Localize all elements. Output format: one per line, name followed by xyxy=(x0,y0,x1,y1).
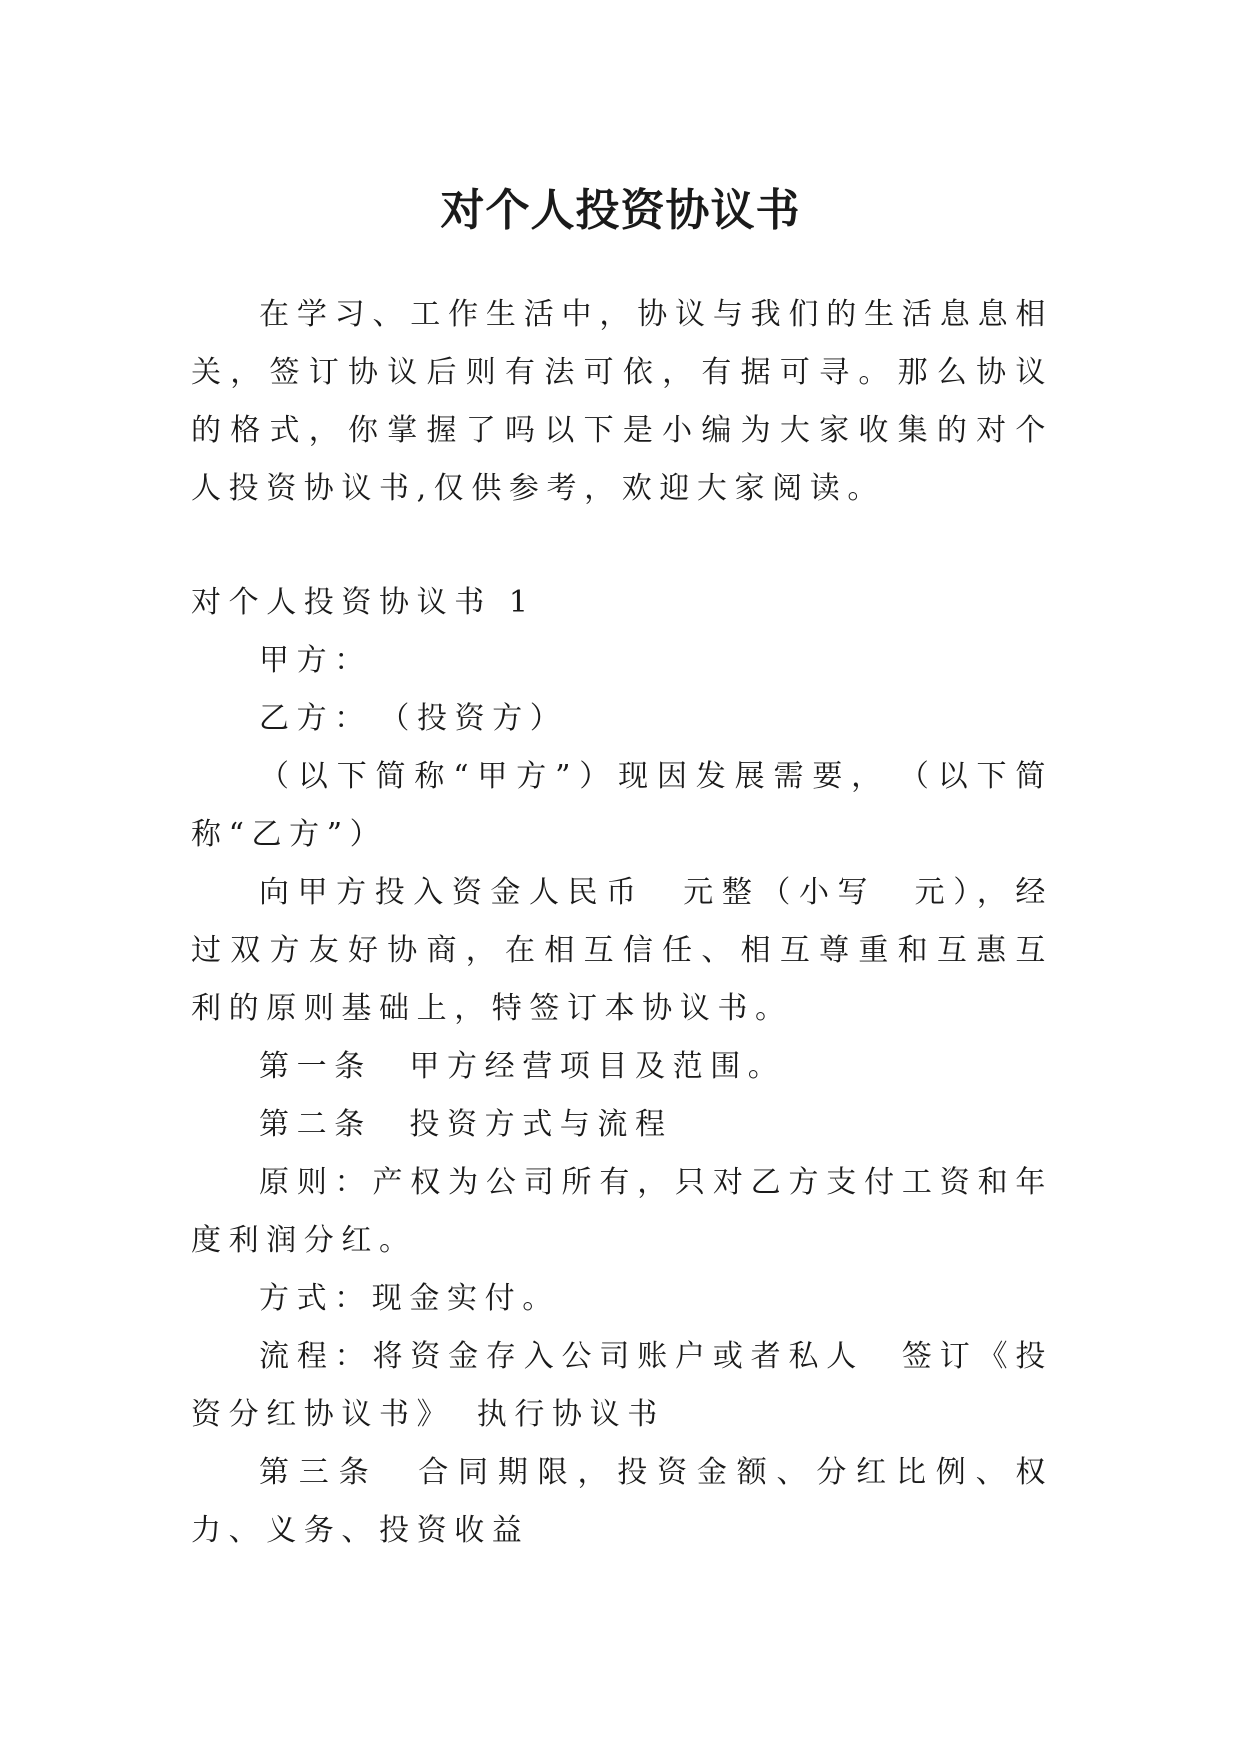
article-two: 第二条 投资方式与流程 xyxy=(259,1107,673,1142)
document-title: 对个人投资协议书 xyxy=(440,185,801,237)
party-a-line: 甲方： xyxy=(259,643,372,678)
method-paragraph: 方式：现金实付。 xyxy=(259,1281,560,1316)
article-three: 第三条 合同期限，投资金额、分红比例、权力、义务、投资收益 xyxy=(191,1455,1053,1548)
process-paragraph: 流程：将资金存入公司账户或者私人 签订《投资分红协议书》 执行协议书 xyxy=(191,1339,1053,1432)
abbreviation-paragraph: （以下简称“甲方”）现因发展需要， （以下简称“乙方”） xyxy=(191,759,1053,852)
party-b-line: 乙方： （投资方） xyxy=(259,701,568,736)
investment-paragraph: 向甲方投入资金人民币 元整（小写 元），经过双方友好协商，在相互信任、相互尊重和互惠互利的原则基础上，特签订本协议书。 xyxy=(191,875,1053,1026)
principle-paragraph: 原则：产权为公司所有，只对乙方支付工资和年度利润分红。 xyxy=(191,1165,1053,1258)
document-body xyxy=(191,286,1053,1560)
section-heading: 对个人投资协议书 1 xyxy=(191,585,536,620)
intro-paragraph: 在学习、工作生活中，协议与我们的生活息息相关，签订协议后则有法可依，有据可寻。那么协议的格式，你掌握了吗以下是小编为大家收集的对个人投资协议书,仅供参考，欢迎大家阅读。 xyxy=(191,297,1053,506)
article-one: 第一条 甲方经营项目及范围。 xyxy=(259,1049,786,1084)
